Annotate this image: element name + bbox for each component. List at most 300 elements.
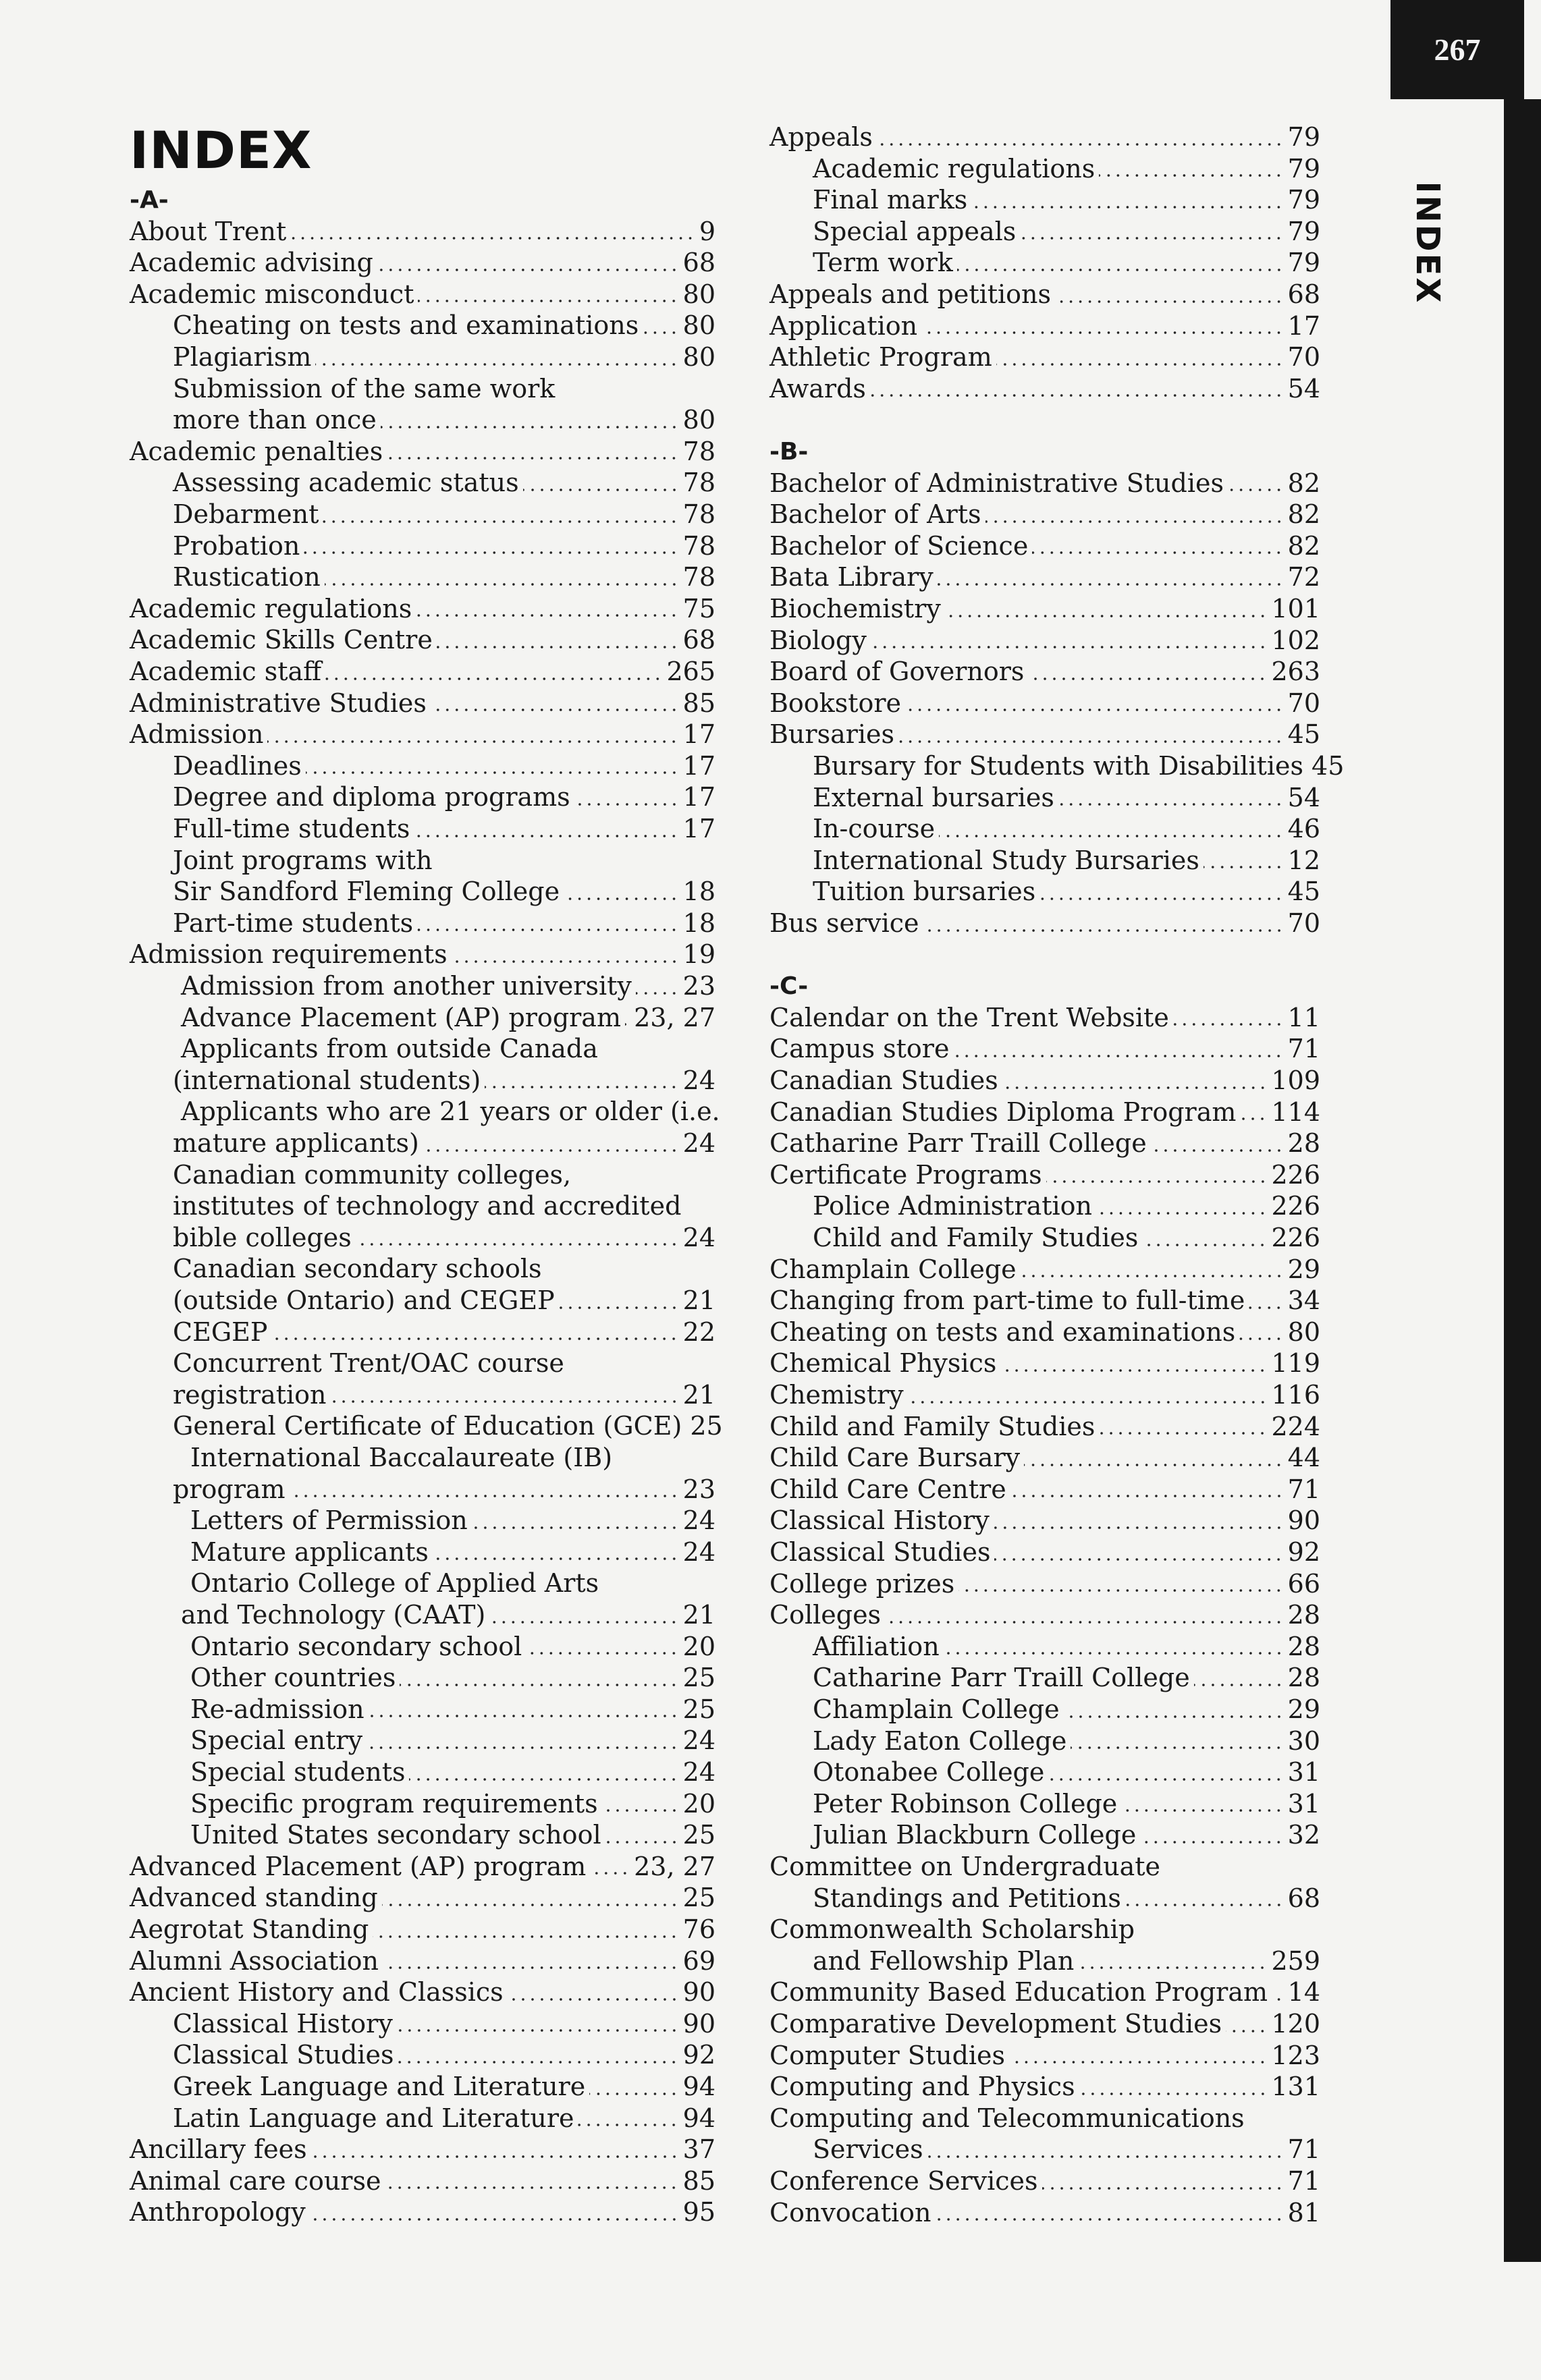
dot-leader [377, 269, 679, 271]
page-reference: 11 [1287, 1002, 1320, 1032]
dot-leader [1039, 897, 1283, 900]
page-reference: 25 [682, 1663, 715, 1693]
entry-text: Joint programs with [173, 845, 433, 875]
dot-leader [409, 1778, 678, 1781]
entry-text: Greek Language and Literature [173, 2072, 586, 2101]
section-letter-heading: -C- [769, 972, 809, 1001]
entry-text: Classical History [769, 1505, 990, 1536]
dot-leader [306, 771, 679, 774]
dot-leader [398, 2061, 678, 2064]
index-entry [769, 1851, 1320, 1883]
index-entry [130, 1976, 715, 2008]
page-reference: 17 [682, 750, 715, 781]
page-reference: 34 [1287, 1285, 1320, 1316]
section-letter-heading: -B- [769, 438, 809, 466]
page-reference: 109 [1271, 1066, 1320, 1095]
dot-leader [452, 960, 679, 963]
index-subentry [769, 1883, 1320, 1914]
dot-leader [1079, 2093, 1268, 2095]
index-entry [769, 1914, 1320, 1945]
dot-leader [908, 1401, 1268, 1404]
entry-text: Bursaries [769, 719, 895, 750]
page-reference: 54 [1287, 373, 1320, 404]
side-tab-label: INDEX [1409, 181, 1447, 305]
entry-text: United States secondary school [190, 1820, 601, 1850]
entry-text: Rustication [173, 562, 321, 592]
entry-text: Submission of the same work [173, 373, 556, 404]
index-subentry [130, 373, 715, 405]
entry-text: Academic Skills Centre [130, 625, 433, 655]
entry-text: Lady Eaton College [813, 1725, 1067, 1756]
page-reference: 17 [1287, 310, 1320, 341]
index-subentry [769, 845, 1320, 877]
entry-text: Cheating on tests and examinations [173, 310, 639, 341]
entry-text: Deadlines [173, 750, 302, 781]
page-reference: 21 [682, 1285, 715, 1315]
entry-text: Anthropology [130, 2197, 306, 2227]
page-reference: 29 [1287, 1254, 1320, 1284]
dot-leader [1010, 1495, 1284, 1497]
entry-text: Probation [173, 530, 300, 561]
index-subentry [130, 1002, 715, 1034]
entry-text: Champlain College [769, 1254, 1017, 1284]
dot-leader [1064, 1715, 1284, 1718]
index-entry [130, 1851, 715, 1883]
entry-text: Athletic Program [769, 342, 992, 372]
index-entry [769, 373, 1320, 405]
page-reference: 90 [682, 1977, 715, 2008]
entry-text: Colleges [769, 1600, 882, 1630]
entry-text: Advanced Placement (AP) program [130, 1851, 587, 1881]
entry-text: more than once [173, 405, 377, 435]
page-reference: 44 [1287, 1443, 1320, 1473]
page-reference: 24 [682, 1537, 715, 1567]
entry-text: Final marks [813, 185, 968, 215]
page-reference: 31 [1287, 1757, 1320, 1788]
dot-leader [1194, 1684, 1284, 1686]
dot-leader [416, 614, 678, 617]
index-entry [130, 2196, 715, 2228]
dot-leader [290, 1495, 679, 1497]
page-reference: 259 [1271, 1945, 1320, 1976]
index-entry [769, 121, 1320, 153]
dot-leader [923, 929, 1284, 932]
page-reference: 46 [1287, 814, 1320, 844]
page-reference: 21 [682, 1379, 715, 1410]
page-number: 267 [1434, 32, 1481, 67]
entry-text: Computing and Physics [769, 2072, 1075, 2102]
dot-leader [508, 1998, 679, 2001]
dot-leader [1002, 1086, 1268, 1089]
index-subentry [769, 1694, 1320, 1725]
index-entry [130, 1882, 715, 1914]
index-entry [130, 436, 715, 468]
page-reference: 265 [666, 657, 715, 686]
entry-text: (international students) [173, 1065, 481, 1095]
page-reference: 18 [682, 877, 715, 907]
index-subentry [130, 1190, 715, 1222]
dot-leader [927, 2155, 1284, 2158]
entry-text: Biology [769, 625, 867, 655]
index-entry [130, 719, 715, 750]
dot-leader [1009, 2061, 1267, 2064]
dot-leader [315, 363, 678, 366]
dot-leader [387, 457, 678, 460]
dot-leader [472, 1526, 679, 1529]
page-reference: 68 [682, 625, 715, 655]
entry-text: Administrative Studies [130, 688, 427, 718]
index-entry [769, 279, 1320, 310]
index-entry [769, 1568, 1320, 1600]
index-subentry [130, 813, 715, 845]
entry-text: Term work [813, 248, 953, 278]
index-entry [769, 1599, 1320, 1631]
entry-text: Application [769, 310, 918, 341]
page-reference: 21 [682, 1600, 715, 1630]
page-reference: 94 [682, 2072, 715, 2101]
index-subentry [130, 845, 715, 877]
page-reference: 78 [682, 562, 715, 592]
index-entry [769, 1097, 1320, 1128]
page-reference: 37 [682, 2134, 715, 2165]
entry-text: Julian Blackburn College [813, 1820, 1137, 1850]
index-subentry [130, 404, 715, 436]
index-subentry [769, 153, 1320, 185]
dot-leader [994, 1558, 1283, 1561]
dot-leader [373, 1935, 678, 1938]
page-reference: 24 [682, 1065, 715, 1095]
page-reference: 80 [1287, 1317, 1320, 1347]
entry-text: and Fellowship Plan [813, 1945, 1075, 1976]
entry-text: Standings and Petitions [813, 1883, 1121, 1913]
entry-text: Advance Placement (AP) program [181, 1002, 621, 1032]
dot-leader [1121, 1809, 1283, 1812]
index-subentry [769, 1945, 1320, 1977]
page-reference: 23 [682, 971, 715, 1001]
index-entry [769, 593, 1320, 625]
dot-leader [590, 1872, 630, 1875]
dot-leader [1046, 1180, 1268, 1183]
index-subentry [769, 247, 1320, 279]
page-reference: 119 [1271, 1348, 1320, 1379]
entry-text: General Certificate of Education (GCE) [173, 1411, 682, 1441]
dot-leader [526, 1652, 678, 1655]
index-entry [769, 1537, 1320, 1568]
index-subentry [769, 1631, 1320, 1663]
entry-text: Community Based Education Program [769, 1977, 1268, 2008]
page-reference: 80 [682, 342, 715, 372]
entry-text: Degree and diploma programs [173, 782, 570, 812]
index-entry [769, 2197, 1320, 2229]
page-reference: 68 [682, 248, 715, 278]
index-subentry [130, 970, 715, 1002]
index-subentry [130, 1662, 715, 1694]
dot-leader [870, 394, 1284, 397]
entry-text: Latin Language and Literature [173, 2103, 574, 2133]
entry-text: Commonwealth Scholarship [769, 1914, 1135, 1945]
dot-leader [944, 1652, 1284, 1655]
page-reference: 85 [682, 688, 715, 718]
index-subentry [769, 876, 1320, 908]
index-subentry [130, 2008, 715, 2040]
page-title: INDEX [130, 120, 313, 180]
page-reference: 226 [1271, 1159, 1320, 1190]
page-reference: 94 [682, 2103, 715, 2133]
entry-text: Chemistry [769, 1380, 904, 1410]
dot-leader [1226, 2030, 1267, 2032]
index-subentry [130, 1599, 715, 1631]
index-subentry [130, 1379, 715, 1411]
index-entry [769, 719, 1320, 750]
page-reference: 79 [1287, 122, 1320, 152]
index-entry [769, 530, 1320, 562]
dot-leader [304, 551, 678, 554]
dot-leader [1125, 1904, 1284, 1906]
page-reference: 25 [682, 1820, 715, 1850]
index-entry [769, 625, 1320, 657]
index-subentry [769, 216, 1320, 248]
dot-leader [1048, 1778, 1283, 1781]
page-reference: 79 [1287, 248, 1320, 278]
dot-leader [311, 2155, 679, 2158]
index-subentry [130, 310, 715, 341]
entry-text: Child Care Centre [769, 1474, 1006, 1504]
entry-text: Certificate Programs [769, 1159, 1042, 1190]
index-subentry [130, 1725, 715, 1756]
entry-text: Committee on Undergraduate [769, 1852, 1161, 1881]
index-entry [130, 593, 715, 625]
entry-text: Changing from part-time to full-time [769, 1285, 1245, 1316]
entry-text: Bursary for Students with Disabilities [813, 751, 1304, 781]
index-entry [130, 656, 715, 688]
index-subentry [130, 1348, 715, 1379]
index-entry [769, 341, 1320, 373]
page-reference: 75 [682, 593, 715, 624]
index-entry [769, 2071, 1320, 2103]
index-entry [769, 1128, 1320, 1159]
dot-leader [1032, 551, 1283, 554]
page-reference: 17 [682, 814, 715, 843]
entry-text: Re-admission [190, 1694, 364, 1724]
entry-text: Academic regulations [813, 153, 1096, 184]
page-reference: 28 [1287, 1631, 1320, 1661]
dot-leader [397, 2029, 679, 2032]
dot-leader [564, 897, 679, 900]
dot-leader [417, 929, 679, 931]
page-number-tab [1390, 0, 1524, 99]
index-entry [130, 688, 715, 719]
entry-text: and Technology (CAAT) [181, 1600, 486, 1630]
index-entry [769, 310, 1320, 342]
index-subentry [130, 1410, 723, 1442]
page-reference: 224 [1271, 1411, 1320, 1441]
index-entry [769, 688, 1320, 719]
index-subentry [130, 1442, 715, 1474]
page-reference: 95 [682, 2197, 715, 2227]
page-reference: 25 [682, 1883, 715, 1913]
page-reference: 70 [1287, 688, 1320, 718]
entry-text: Assessing academic status [173, 468, 519, 498]
index-subentry [130, 341, 715, 373]
index-entry [769, 1411, 1320, 1443]
dot-leader [433, 1557, 679, 1560]
page-reference: 71 [1287, 1034, 1320, 1064]
entry-text: Alumni Association [130, 1945, 379, 1976]
index-entry [769, 1505, 1320, 1537]
index-subentry [769, 1756, 1320, 1788]
index-subentry [130, 1631, 715, 1663]
dot-leader [1272, 1998, 1284, 2001]
page-reference: 92 [1287, 1537, 1320, 1567]
page-reference: 24 [682, 1757, 715, 1787]
index-subentry [130, 876, 715, 908]
entry-text: Bata Library [769, 562, 934, 592]
page-reference: 19 [682, 939, 715, 970]
page-reference: 81 [1287, 2197, 1320, 2227]
dot-leader [636, 992, 679, 995]
index-entry [130, 1945, 715, 1977]
page-reference: 68 [1287, 279, 1320, 309]
index-entry [130, 247, 715, 279]
page-reference: 17 [682, 719, 715, 750]
entry-text: Other countries [190, 1663, 396, 1693]
entry-text: Academic staff [130, 657, 322, 686]
index-subentry [769, 1819, 1320, 1851]
dot-leader [589, 2093, 678, 2095]
dot-leader [323, 520, 678, 523]
page-reference: 9 [699, 216, 715, 246]
index-subentry [130, 1788, 715, 1820]
entry-text: Mature applicants [190, 1537, 429, 1567]
index-side-tab [1504, 99, 1541, 2262]
index-subentry [130, 499, 715, 530]
dot-leader [423, 1149, 679, 1152]
index-subentry [769, 813, 1320, 845]
index-subentry [130, 1253, 715, 1285]
dot-leader [559, 1306, 679, 1309]
entry-text: Specific program requirements [190, 1788, 598, 1819]
page-reference: 79 [1287, 153, 1320, 184]
dot-leader [382, 1904, 679, 1906]
entry-text: registration [173, 1379, 327, 1410]
index-subentry [130, 1065, 715, 1097]
page-reference: 31 [1287, 1788, 1320, 1819]
entry-text: Concurrent Trent/OAC course [173, 1348, 564, 1379]
entry-text: Academic misconduct [130, 279, 414, 309]
page-reference: 71 [1287, 1474, 1320, 1504]
index-entry [130, 2165, 715, 2197]
page-reference: 80 [682, 310, 715, 341]
index-subentry [130, 467, 715, 499]
index-subentry [130, 530, 715, 562]
page-reference: 78 [682, 436, 715, 466]
index-subentry [769, 2134, 1320, 2165]
dot-leader [310, 2218, 679, 2221]
dot-leader [267, 740, 678, 743]
dot-leader [578, 2124, 678, 2126]
dot-leader [418, 300, 678, 302]
page-reference: 82 [1287, 530, 1320, 561]
dot-leader [1042, 2187, 1284, 2190]
entry-text: Canadian Studies Diploma Program [769, 1097, 1237, 1127]
index-entry [769, 2103, 1320, 2134]
index-subentry [769, 1662, 1320, 1694]
index-entry [769, 1254, 1320, 1285]
entry-text: International Study Bursaries [813, 845, 1199, 875]
dot-leader [271, 1337, 678, 1340]
dot-leader [1239, 1337, 1283, 1340]
index-entry [130, 2134, 715, 2165]
dot-leader [953, 1055, 1283, 1057]
index-entry [130, 216, 715, 248]
entry-text: Comparative Development Studies [769, 2009, 1222, 2039]
index-subentry [769, 1222, 1320, 1254]
entry-text: Bus service [769, 908, 919, 938]
entry-text: Special students [190, 1757, 406, 1787]
section-letter-heading: -A- [130, 186, 169, 214]
dot-leader [1142, 1244, 1267, 1246]
entry-text: mature applicants) [173, 1128, 419, 1158]
dot-leader [938, 583, 1284, 586]
entry-text: Letters of Permission [190, 1505, 468, 1536]
entry-text: Ontario College of Applied Arts [190, 1568, 599, 1599]
dot-leader [971, 206, 1283, 209]
page-reference: 92 [682, 2040, 715, 2070]
entry-text: Academic advising [130, 248, 373, 278]
entry-text: Admission [130, 719, 264, 750]
page-reference: 78 [682, 530, 715, 561]
entry-text: Appeals [769, 122, 873, 152]
entry-text: Ontario secondary school [190, 1631, 522, 1661]
index-entry [769, 1065, 1320, 1097]
entry-text: Part-time students [173, 908, 414, 938]
entry-text: Tuition bursaries [813, 877, 1036, 907]
dot-leader [1173, 1023, 1284, 1026]
page-reference: 45 [1312, 751, 1345, 781]
index-entry [130, 279, 715, 310]
page-reference: 102 [1271, 625, 1320, 655]
entry-text: Ancient History and Classics [130, 1977, 504, 2008]
dot-leader [994, 1526, 1284, 1529]
dot-leader [1055, 300, 1284, 303]
page-reference: 32 [1287, 1820, 1320, 1850]
dot-leader [939, 835, 1284, 837]
entry-text: Advanced standing [130, 1883, 378, 1913]
page-reference: 78 [682, 468, 715, 498]
page-reference: 76 [682, 1914, 715, 1944]
index-subentry [130, 2071, 715, 2103]
entry-text: Applicants who are 21 years or older (i.e. [181, 1097, 720, 1127]
page-reference: 24 [682, 1128, 715, 1158]
page-reference: 54 [1287, 782, 1320, 812]
dot-leader [367, 1746, 679, 1749]
page-reference: 24 [682, 1505, 715, 1536]
dot-leader [356, 1243, 679, 1246]
dot-leader [385, 2186, 678, 2189]
dot-leader [885, 1621, 1284, 1624]
entry-text: Canadian community colleges, [173, 1159, 572, 1190]
index-entry [769, 1159, 1320, 1191]
entry-text: bible colleges [173, 1222, 352, 1252]
entry-text: Catharine Parr Traill College [813, 1663, 1190, 1693]
index-subentry [130, 1033, 715, 1065]
entry-text: Champlain College [813, 1694, 1060, 1724]
page-reference: 82 [1287, 468, 1320, 498]
page-reference: 28 [1287, 1128, 1320, 1159]
index-subentry [130, 1317, 715, 1348]
dot-leader [1099, 1432, 1267, 1435]
dot-leader [643, 331, 678, 334]
